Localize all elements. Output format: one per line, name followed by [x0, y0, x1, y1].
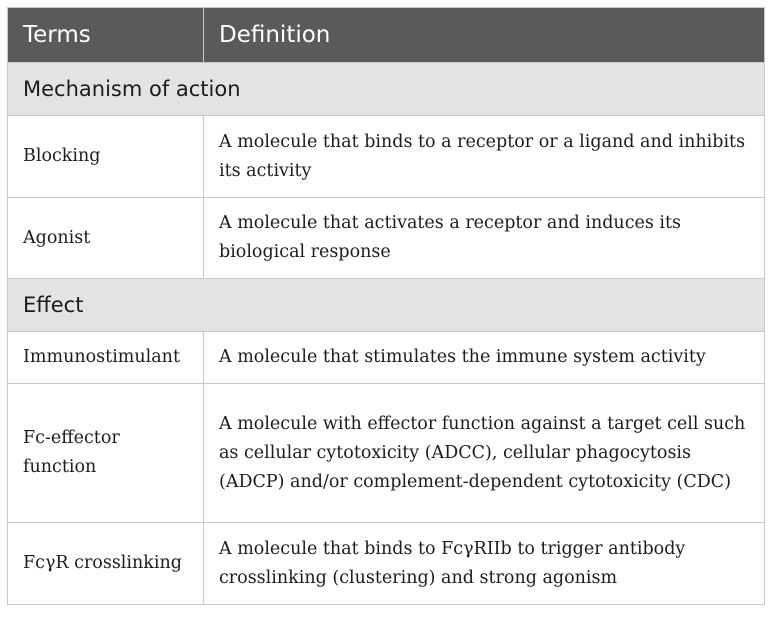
header-definition: Definition — [204, 8, 765, 63]
section-title-mechanism: Mechanism of action — [8, 63, 765, 116]
definition-cell: A molecule with effector function against a target cell such as cellular cytotoxicity (ADCC), cellular phagocytosis (ADCP) and/or complement-dependent cytotoxicity (CDC) — [204, 384, 765, 523]
header-row — [8, 8, 765, 63]
section-row — [8, 279, 765, 332]
definition-cell: A molecule that stimulates the immune system activity — [204, 332, 765, 384]
section-row — [8, 63, 765, 116]
section-title-effect: Effect — [8, 279, 765, 332]
table-row — [8, 116, 765, 198]
table-row — [8, 198, 765, 279]
header-terms: Terms — [8, 8, 204, 63]
definitions-table — [7, 7, 765, 605]
term-cell: Agonist — [8, 198, 204, 279]
term-cell: Fc-effector function — [8, 384, 204, 523]
definition-cell: A molecule that activates a receptor and induces its biological response — [204, 198, 765, 279]
definition-cell: A molecule that binds to FcγRIIb to trigger antibody crosslinking (clustering) and strong agonism — [204, 523, 765, 605]
table-row — [8, 332, 765, 384]
term-cell: Blocking — [8, 116, 204, 198]
table-row — [8, 384, 765, 523]
definition-cell: A molecule that binds to a receptor or a ligand and inhibits its activity — [204, 116, 765, 198]
table-row — [8, 523, 765, 605]
term-cell: Immunostimulant — [8, 332, 204, 384]
term-cell: FcγR crosslinking — [8, 523, 204, 605]
